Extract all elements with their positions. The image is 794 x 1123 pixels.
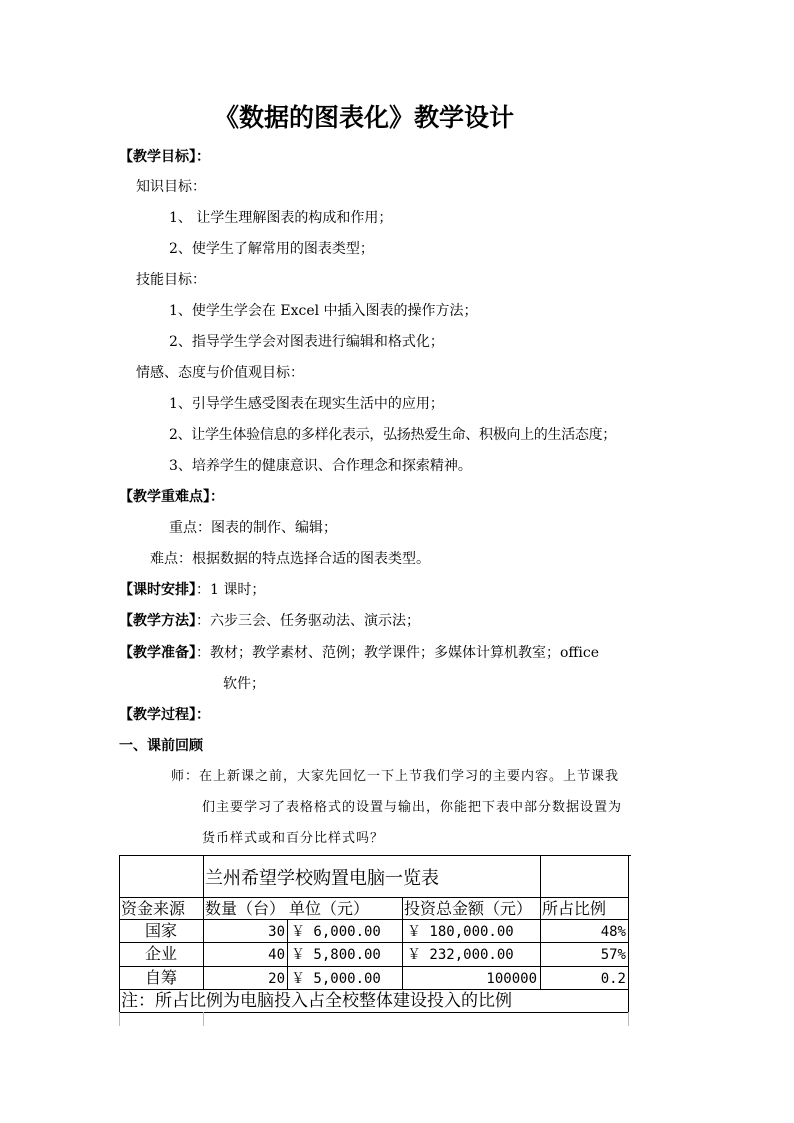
method-heading: 【教学方法】 xyxy=(119,613,196,629)
process-heading: 【教学过程】： xyxy=(119,707,210,723)
hours-line xyxy=(119,581,265,599)
emotion-label: 情感、态度与价值观目标： xyxy=(136,365,304,381)
hours-value: ：1 课时； xyxy=(196,582,266,598)
computer-purchase-table xyxy=(119,855,631,1025)
prep-heading: 【教学准备】 xyxy=(119,645,196,661)
header-source: 资金来源 xyxy=(121,899,186,918)
method-value: ：六步三会、任务驱动法、演示法； xyxy=(196,613,420,629)
emotion-item-3: 3、培养学生的健康意识、合作理念和探索精神。 xyxy=(169,458,472,474)
table-row-3-source: 自筹 xyxy=(144,968,177,987)
table-row-2-unit-price: ￥ 5,800.00 xyxy=(291,947,381,963)
header-unit-price: 单位（元） xyxy=(289,899,370,918)
key-heading: 【教学重难点】： xyxy=(119,489,224,505)
key-point: 重点：图表的制作、编辑； xyxy=(169,520,337,536)
prep-value: ：教材；教学素材、范例；教学课件；多媒体计算机教室；office xyxy=(196,645,599,661)
header-ratio: 所占比例 xyxy=(542,899,607,918)
knowledge-label: 知识目标： xyxy=(136,179,206,195)
table-row-3-total: 100000 xyxy=(486,971,537,987)
method-line xyxy=(119,612,420,630)
header-total: 投资总金额（元） xyxy=(404,899,533,918)
table-row-3-unit-price: ￥ 5,000.00 xyxy=(291,971,381,987)
teacher-line-3: 货币样式或和百分比样式吗？ xyxy=(202,831,385,846)
table-row-3-ratio: 0.2 xyxy=(600,971,626,987)
review-heading: 一、课前回顾 xyxy=(119,738,203,754)
table-note: 注：所占比例为电脑投入占全校整体建设投入的比例 xyxy=(121,991,512,1011)
knowledge-item-1: 1、 让学生理解图表的构成和作用； xyxy=(169,210,393,226)
table-row-2-source: 企业 xyxy=(144,944,177,963)
skill-label: 技能目标： xyxy=(136,272,206,288)
skill-item-2: 2、指导学生学会对图表进行编辑和格式化； xyxy=(169,334,444,350)
table-row-1-source: 国家 xyxy=(144,921,177,940)
difficult-point: 难点：根据数据的特点选择合适的图表类型。 xyxy=(150,551,430,567)
emotion-item-2: 2、让学生体验信息的多样化表示，弘扬热爱生命、积极向上的生活态度； xyxy=(169,427,617,443)
table-row-1-unit-price: ￥ 6,000.00 xyxy=(291,924,381,940)
table-row-3-quantity: 20 xyxy=(268,971,285,987)
goals-heading: 【教学目标】： xyxy=(119,149,210,165)
page-title: 《数据的图表化》教学设计 xyxy=(214,103,515,132)
table-row-1-total: ￥ 180,000.00 xyxy=(407,924,514,940)
table-row-1-quantity: 30 xyxy=(268,924,285,940)
table-row-2-total: ￥ 232,000.00 xyxy=(407,947,514,963)
emotion-item-1: 1、引导学生感受图表在现实生活中的应用； xyxy=(169,396,444,412)
table-row-2-quantity: 40 xyxy=(268,947,285,963)
hours-heading: 【课时安排】 xyxy=(119,582,196,598)
teacher-line-2: 们主要学习了表格格式的设置与输出，你能把下表中部分数据设置为 xyxy=(202,800,623,815)
teacher-line-1: 师：在上新课之前，大家先回忆一下上节我们学习的主要内容。上节课我 xyxy=(171,769,620,784)
prep-value-continued: 软件； xyxy=(223,676,265,692)
header-quantity: 数量（台） xyxy=(205,899,286,918)
skill-item-1: 1、使学生学会在 Excel 中插入图表的操作方法； xyxy=(169,303,478,319)
table-row-2-ratio: 57% xyxy=(600,947,626,963)
knowledge-item-2: 2、使学生了解常用的图表类型； xyxy=(169,241,374,257)
table-caption: 兰州希望学校购置电脑一览表 xyxy=(205,868,439,889)
prep-line xyxy=(119,644,599,662)
table-row-1-ratio: 48% xyxy=(600,924,626,940)
